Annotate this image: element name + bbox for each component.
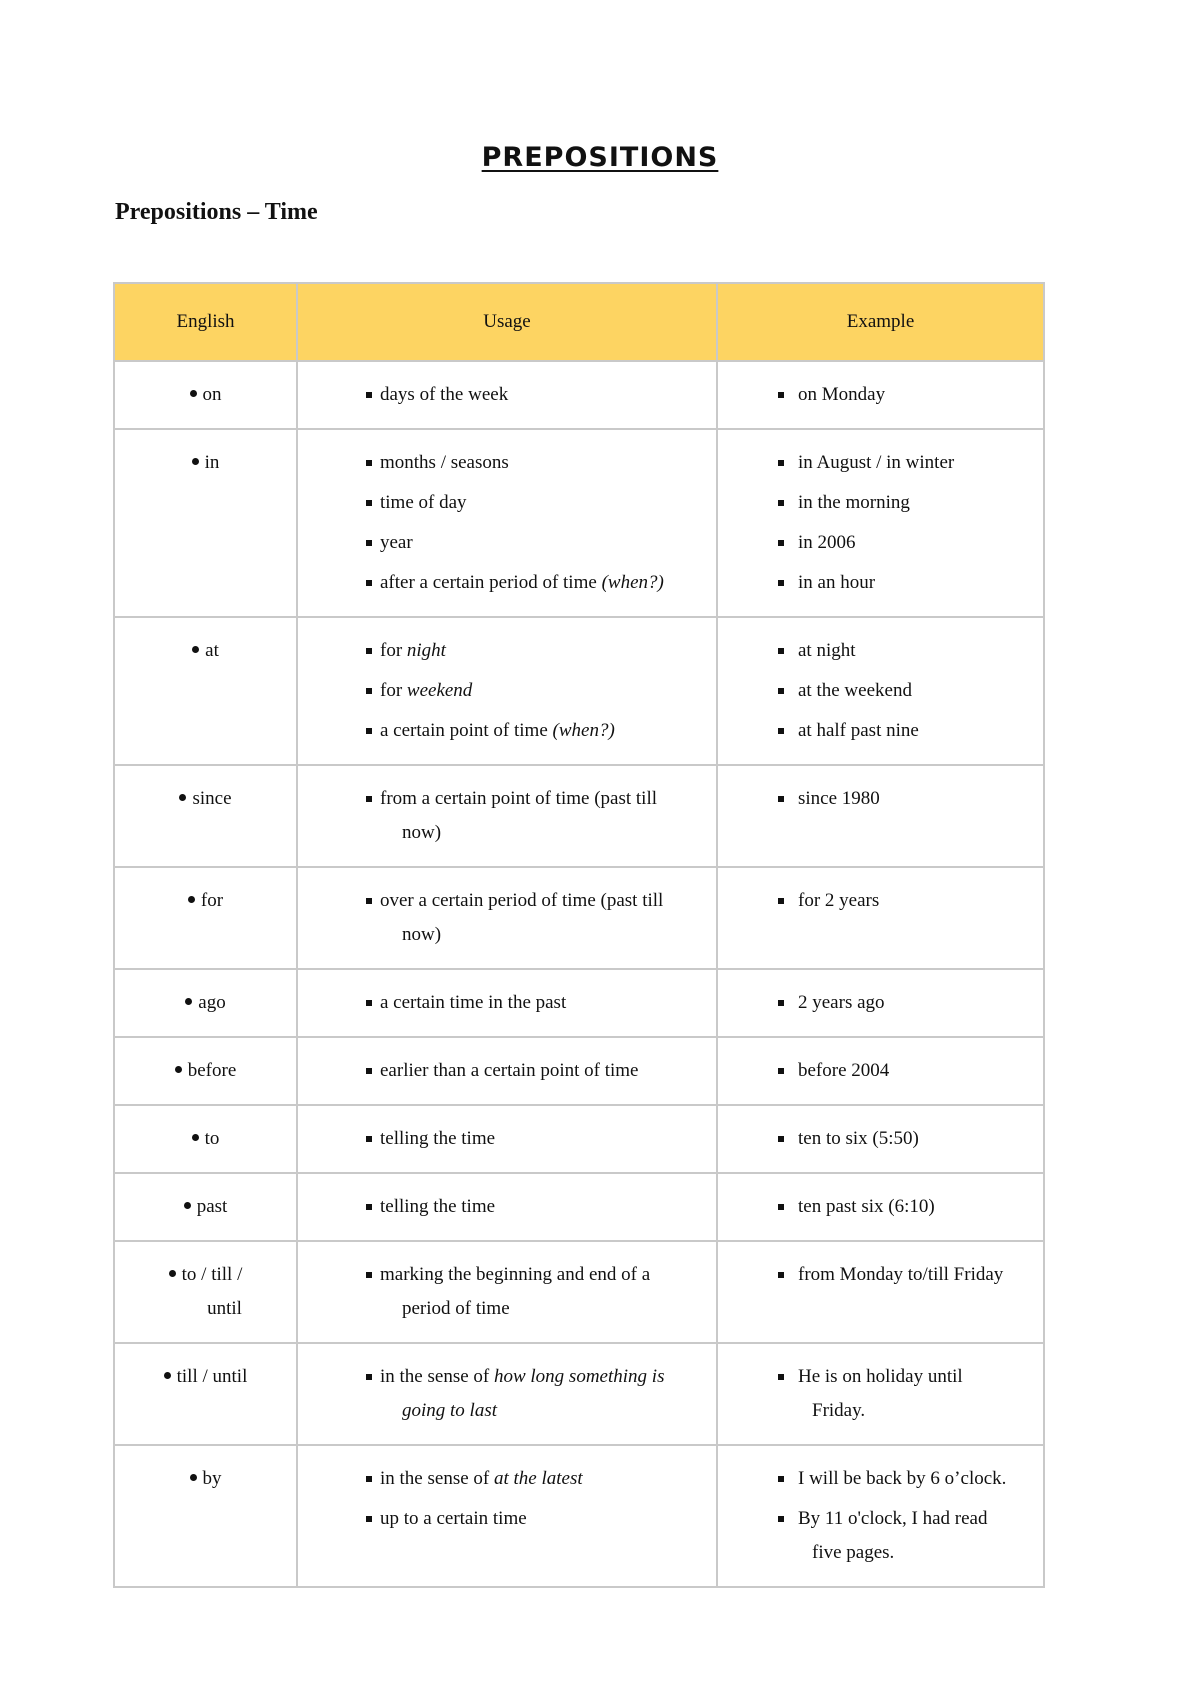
english-term xyxy=(115,446,296,480)
usage-item xyxy=(298,884,716,952)
square-bullet-icon xyxy=(778,580,784,586)
usage-line xyxy=(380,378,716,412)
usage-item xyxy=(298,1054,716,1088)
english-term-inner xyxy=(161,1258,251,1326)
usage-item xyxy=(298,1360,716,1428)
prepositions-table xyxy=(113,282,1045,1588)
square-bullet-icon xyxy=(778,1476,784,1482)
example-line: in 2006 xyxy=(798,532,856,553)
usage-text: going to last xyxy=(402,1400,498,1421)
example-item xyxy=(718,986,1043,1020)
usage-cell xyxy=(297,765,717,867)
english-cell xyxy=(114,1173,297,1241)
example-item xyxy=(718,1054,1043,1088)
english-term-line xyxy=(161,782,251,816)
english-cell xyxy=(114,867,297,969)
header-example: Example xyxy=(717,283,1044,361)
table-row xyxy=(114,361,1044,429)
bullet-icon xyxy=(184,1202,191,1209)
page-title xyxy=(0,142,1200,173)
english-term-inner xyxy=(161,1462,251,1496)
example-line: I will be back by 6 o’clock. xyxy=(798,1468,1007,1489)
example-item xyxy=(718,674,1043,708)
square-bullet-icon xyxy=(778,500,784,506)
usage-text: period of time xyxy=(402,1298,510,1319)
example-cell xyxy=(717,429,1044,617)
example-line: at night xyxy=(798,640,856,661)
english-term-inner xyxy=(161,986,251,1020)
square-bullet-icon xyxy=(366,1068,372,1074)
usage-cell xyxy=(297,1445,717,1587)
usage-line xyxy=(380,884,716,918)
usage-line xyxy=(380,1122,716,1156)
english-term-line xyxy=(161,1462,251,1496)
example-item xyxy=(718,566,1043,600)
square-bullet-icon xyxy=(778,1000,784,1006)
example-cell xyxy=(717,1445,1044,1587)
example-cell xyxy=(717,969,1044,1037)
english-term-inner xyxy=(161,782,251,816)
english-term-inner xyxy=(161,634,251,668)
usage-text: weekend xyxy=(406,680,473,701)
table-row xyxy=(114,1241,1044,1343)
usage-line xyxy=(380,986,716,1020)
example-item xyxy=(718,714,1043,748)
english-term-line xyxy=(161,446,251,480)
square-bullet-icon xyxy=(366,1000,372,1006)
example-item xyxy=(718,378,1043,412)
bullet-icon xyxy=(169,1270,176,1277)
usage-item xyxy=(298,1190,716,1224)
english-term-text: to / till / xyxy=(181,1264,243,1285)
usage-text: now) xyxy=(402,822,442,843)
usage-item xyxy=(298,782,716,850)
usage-cell xyxy=(297,1241,717,1343)
usage-item xyxy=(298,1462,716,1496)
square-bullet-icon xyxy=(366,688,372,694)
square-bullet-icon xyxy=(778,1516,784,1522)
example-cell xyxy=(717,1343,1044,1445)
example-line: at the weekend xyxy=(798,680,912,701)
square-bullet-icon xyxy=(778,688,784,694)
english-term-text: past xyxy=(196,1196,228,1217)
bullet-icon xyxy=(188,896,195,903)
example-cell xyxy=(717,361,1044,429)
table-row xyxy=(114,1445,1044,1587)
english-term-line xyxy=(161,378,251,412)
english-term-text: in xyxy=(204,452,220,473)
square-bullet-icon xyxy=(778,540,784,546)
example-line: five pages. xyxy=(812,1542,895,1563)
table-row xyxy=(114,1343,1044,1445)
english-term-line xyxy=(161,1360,251,1394)
usage-line xyxy=(380,1258,716,1292)
english-cell xyxy=(114,1241,297,1343)
table-row xyxy=(114,1105,1044,1173)
usage-text: how long something is xyxy=(493,1366,665,1387)
english-term-line xyxy=(161,986,251,1020)
usage-item xyxy=(298,446,716,480)
usage-text: over a certain period of time (past till xyxy=(380,890,664,911)
square-bullet-icon xyxy=(366,1374,372,1380)
usage-cell xyxy=(297,1173,717,1241)
square-bullet-icon xyxy=(778,1272,784,1278)
english-term-text: ago xyxy=(198,992,226,1013)
example-line: Friday. xyxy=(812,1400,866,1421)
usage-line xyxy=(380,1502,716,1536)
english-term-text: since xyxy=(192,788,232,809)
english-cell xyxy=(114,429,297,617)
usage-line xyxy=(380,566,716,600)
square-bullet-icon xyxy=(366,1136,372,1142)
bullet-icon xyxy=(190,1474,197,1481)
square-bullet-icon xyxy=(366,898,372,904)
english-term xyxy=(115,1360,296,1394)
square-bullet-icon xyxy=(366,728,372,734)
english-term-text: to xyxy=(204,1128,220,1149)
bullet-icon xyxy=(185,998,192,1005)
usage-text: after a certain period of time xyxy=(380,572,602,593)
english-cell xyxy=(114,1343,297,1445)
bullet-icon xyxy=(190,390,197,397)
usage-cell xyxy=(297,1343,717,1445)
usage-item xyxy=(298,1122,716,1156)
square-bullet-icon xyxy=(366,1272,372,1278)
example-line: ten past six (6:10) xyxy=(798,1196,935,1217)
english-term-line xyxy=(161,634,251,668)
square-bullet-icon xyxy=(366,1476,372,1482)
usage-line xyxy=(380,674,716,708)
usage-line xyxy=(380,1292,716,1326)
usage-item xyxy=(298,1258,716,1326)
usage-line xyxy=(380,634,716,668)
square-bullet-icon xyxy=(366,796,372,802)
square-bullet-icon xyxy=(366,1516,372,1522)
usage-text: marking the beginning and end of a xyxy=(380,1264,651,1285)
english-term-text: on xyxy=(202,384,222,405)
usage-line xyxy=(380,816,716,850)
square-bullet-icon xyxy=(778,898,784,904)
usage-item xyxy=(298,378,716,412)
example-line: on Monday xyxy=(798,384,886,405)
square-bullet-icon xyxy=(366,392,372,398)
square-bullet-icon xyxy=(778,392,784,398)
english-cell xyxy=(114,969,297,1037)
usage-line xyxy=(380,714,716,748)
usage-cell xyxy=(297,429,717,617)
example-item xyxy=(718,486,1043,520)
example-line: in August / in winter xyxy=(798,452,955,473)
example-cell xyxy=(717,1105,1044,1173)
square-bullet-icon xyxy=(366,1204,372,1210)
square-bullet-icon xyxy=(778,1204,784,1210)
usage-text: year xyxy=(380,532,413,553)
example-line: before 2004 xyxy=(798,1060,890,1081)
square-bullet-icon xyxy=(366,648,372,654)
table-row xyxy=(114,1173,1044,1241)
usage-item xyxy=(298,986,716,1020)
usage-line xyxy=(380,1394,716,1428)
example-cell xyxy=(717,1173,1044,1241)
example-item xyxy=(718,446,1043,480)
example-cell xyxy=(717,1241,1044,1343)
usage-line xyxy=(380,446,716,480)
example-line: in the morning xyxy=(798,492,910,513)
english-cell xyxy=(114,1037,297,1105)
header-english: English xyxy=(114,283,297,361)
example-line: in an hour xyxy=(798,572,876,593)
usage-item xyxy=(298,1502,716,1536)
example-item xyxy=(718,1502,1043,1570)
table-row xyxy=(114,969,1044,1037)
square-bullet-icon xyxy=(778,1374,784,1380)
usage-cell xyxy=(297,1105,717,1173)
usage-line xyxy=(380,1054,716,1088)
usage-item xyxy=(298,566,716,600)
square-bullet-icon xyxy=(778,1068,784,1074)
usage-cell xyxy=(297,969,717,1037)
usage-cell xyxy=(297,867,717,969)
example-cell xyxy=(717,1037,1044,1105)
usage-cell xyxy=(297,361,717,429)
example-item xyxy=(718,1258,1043,1292)
usage-text: from a certain point of time (past till xyxy=(380,788,658,809)
example-cell xyxy=(717,867,1044,969)
example-item xyxy=(718,1122,1043,1156)
square-bullet-icon xyxy=(778,796,784,802)
square-bullet-icon xyxy=(778,460,784,466)
example-item xyxy=(718,884,1043,918)
english-cell xyxy=(114,765,297,867)
example-line: at half past nine xyxy=(798,720,919,741)
example-line: from Monday to/till Friday xyxy=(798,1264,1004,1285)
english-term xyxy=(115,1054,296,1088)
bullet-icon xyxy=(192,1134,199,1141)
bullet-icon xyxy=(192,646,199,653)
english-term-inner xyxy=(161,1190,251,1224)
bullet-icon xyxy=(192,458,199,465)
english-term xyxy=(115,634,296,668)
usage-line xyxy=(380,526,716,560)
english-term-inner xyxy=(161,1360,251,1394)
table-header-row xyxy=(114,283,1044,361)
usage-text: a certain point of time xyxy=(380,720,553,741)
usage-line xyxy=(380,918,716,952)
usage-text: at the latest xyxy=(493,1468,583,1489)
usage-text: night xyxy=(406,640,446,661)
example-line: 2 years ago xyxy=(798,992,885,1013)
table-row xyxy=(114,1037,1044,1105)
usage-text: in the sense of xyxy=(380,1366,494,1387)
usage-item xyxy=(298,526,716,560)
table-row xyxy=(114,617,1044,765)
example-line: ten to six (5:50) xyxy=(798,1128,919,1149)
english-term-text: till / until xyxy=(176,1366,248,1387)
bullet-icon xyxy=(179,794,186,801)
usage-text: time of day xyxy=(380,492,467,513)
example-cell xyxy=(717,765,1044,867)
usage-item xyxy=(298,714,716,748)
square-bullet-icon xyxy=(778,648,784,654)
usage-item xyxy=(298,634,716,668)
usage-cell xyxy=(297,617,717,765)
english-term-line xyxy=(161,884,251,918)
table-row xyxy=(114,429,1044,617)
english-term xyxy=(115,1190,296,1224)
english-term-line xyxy=(161,1292,251,1326)
english-term-text: until xyxy=(207,1298,242,1319)
example-item xyxy=(718,1462,1043,1496)
english-term-inner xyxy=(161,884,251,918)
usage-line xyxy=(380,1360,716,1394)
usage-text: earlier than a certain point of time xyxy=(380,1060,639,1081)
usage-line xyxy=(380,782,716,816)
english-term-inner xyxy=(161,446,251,480)
example-item xyxy=(718,526,1043,560)
english-term-inner xyxy=(161,1054,251,1088)
square-bullet-icon xyxy=(366,540,372,546)
english-cell xyxy=(114,617,297,765)
section-heading: Prepositions – Time xyxy=(115,199,318,225)
square-bullet-icon xyxy=(778,728,784,734)
square-bullet-icon xyxy=(366,580,372,586)
english-term xyxy=(115,986,296,1020)
english-term-text: before xyxy=(187,1060,237,1081)
usage-text: telling the time xyxy=(380,1196,496,1217)
usage-text: in the sense of xyxy=(380,1468,494,1489)
usage-line xyxy=(380,1462,716,1496)
example-item xyxy=(718,782,1043,816)
page-title-text: PREPOSITIONS xyxy=(481,142,719,173)
example-item xyxy=(718,1190,1043,1224)
english-term-text: at xyxy=(205,640,219,661)
usage-text: for xyxy=(380,680,407,701)
english-term-text: for xyxy=(200,890,224,911)
usage-cell xyxy=(297,1037,717,1105)
usage-item xyxy=(298,486,716,520)
example-line: By 11 o'clock, I had read xyxy=(798,1508,988,1529)
square-bullet-icon xyxy=(778,1136,784,1142)
english-term xyxy=(115,1258,296,1326)
usage-text: for xyxy=(380,640,407,661)
usage-text: (when?) xyxy=(601,572,664,593)
usage-text: days of the week xyxy=(380,384,509,405)
bullet-icon xyxy=(164,1372,171,1379)
usage-line xyxy=(380,1190,716,1224)
square-bullet-icon xyxy=(366,500,372,506)
square-bullet-icon xyxy=(366,460,372,466)
english-cell xyxy=(114,1445,297,1587)
example-item xyxy=(718,634,1043,668)
english-term-inner xyxy=(161,378,251,412)
english-cell xyxy=(114,361,297,429)
usage-text: telling the time xyxy=(380,1128,496,1149)
bullet-icon xyxy=(175,1066,182,1073)
english-term-line xyxy=(161,1054,251,1088)
usage-line xyxy=(380,486,716,520)
english-term xyxy=(115,782,296,816)
usage-text: now) xyxy=(402,924,442,945)
usage-text: up to a certain time xyxy=(380,1508,527,1529)
usage-text: (when?) xyxy=(552,720,615,741)
english-term xyxy=(115,884,296,918)
english-term xyxy=(115,1462,296,1496)
usage-text: a certain time in the past xyxy=(380,992,567,1013)
english-term-inner xyxy=(161,1122,251,1156)
english-term xyxy=(115,1122,296,1156)
example-item xyxy=(718,1360,1043,1428)
table-row xyxy=(114,867,1044,969)
usage-item xyxy=(298,674,716,708)
english-term-line xyxy=(161,1258,251,1292)
english-term xyxy=(115,378,296,412)
english-term-line xyxy=(161,1122,251,1156)
english-term-line xyxy=(161,1190,251,1224)
example-cell xyxy=(717,617,1044,765)
english-cell xyxy=(114,1105,297,1173)
usage-text: months / seasons xyxy=(380,452,509,473)
header-usage: Usage xyxy=(297,283,717,361)
table-body xyxy=(114,361,1044,1587)
example-line: since 1980 xyxy=(798,788,880,809)
example-line: He is on holiday until xyxy=(798,1366,963,1387)
english-term-text: by xyxy=(202,1468,222,1489)
table-row xyxy=(114,765,1044,867)
example-line: for 2 years xyxy=(798,890,880,911)
